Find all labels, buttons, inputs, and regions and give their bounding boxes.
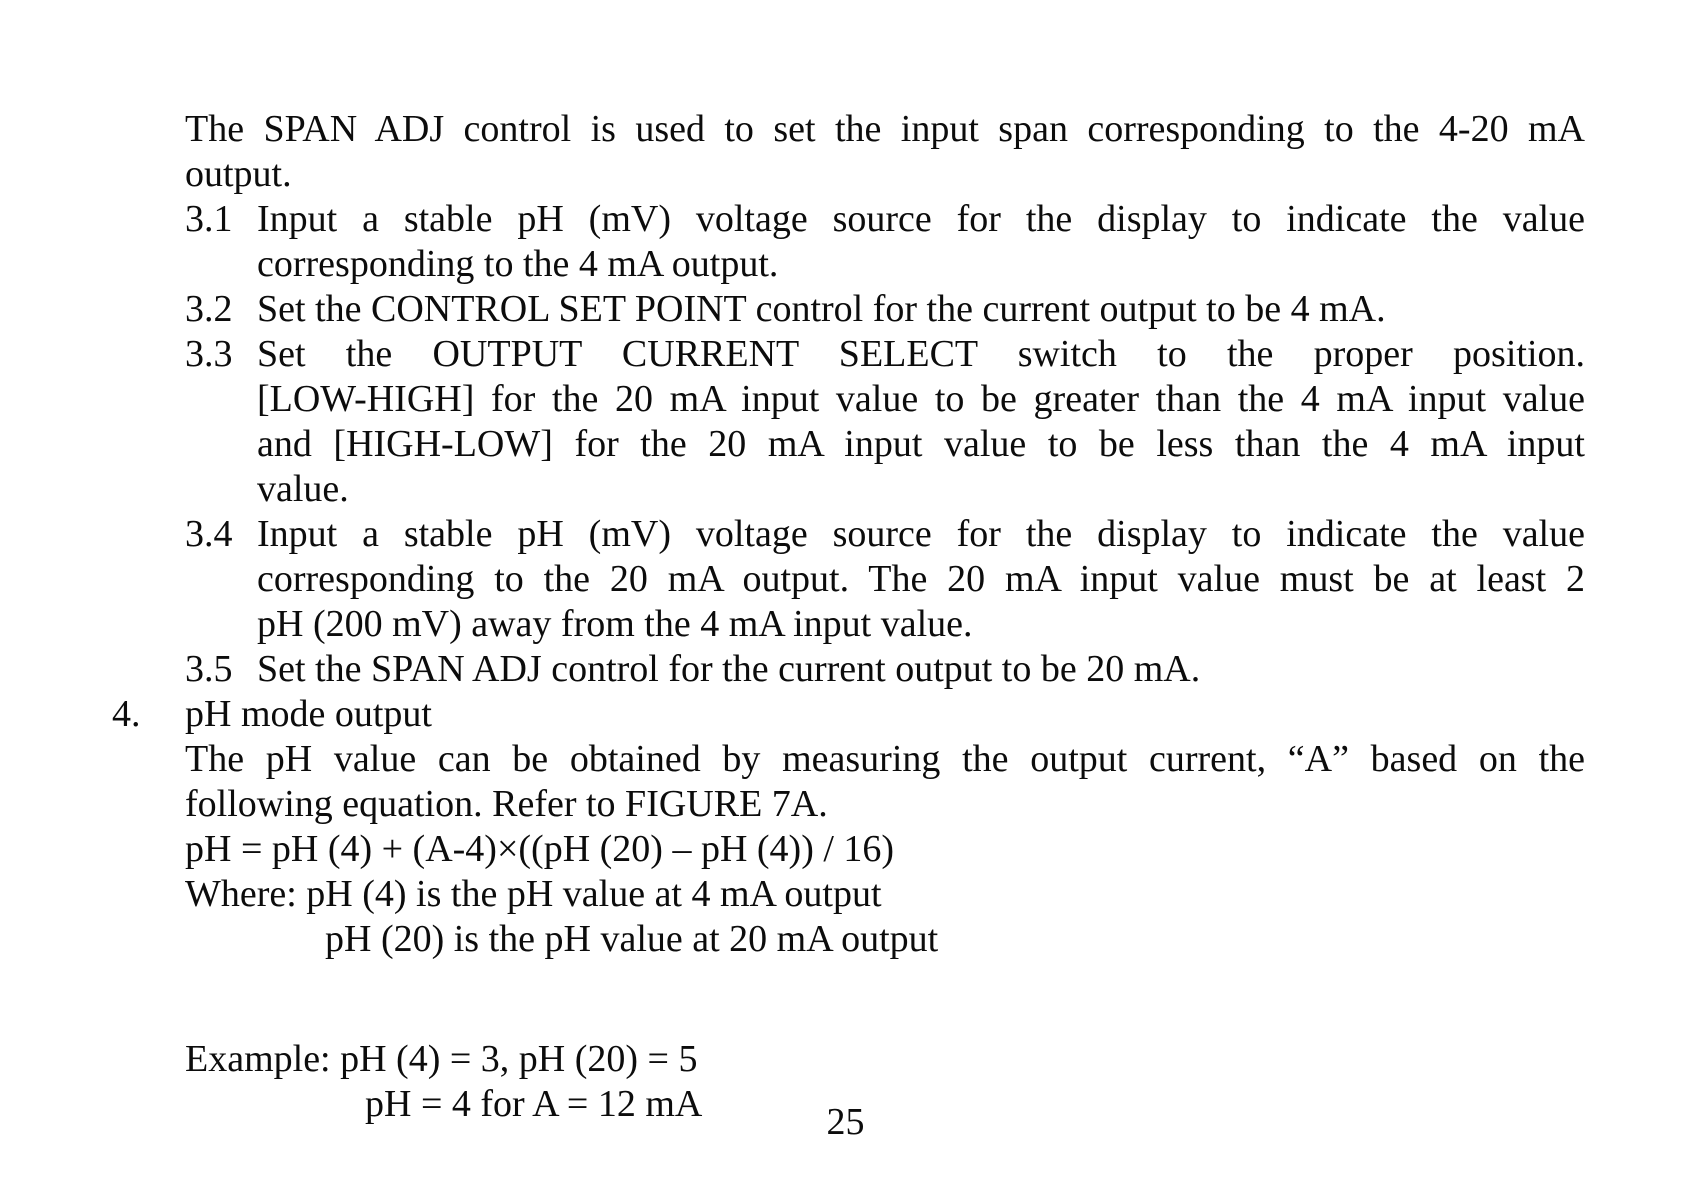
item-text: pH mode output: [185, 693, 432, 735]
item-number: 4.: [112, 693, 141, 735]
body-text: [112, 107, 1585, 1127]
example-line-2: pH = 4 for A = 12 mA: [365, 1083, 703, 1125]
list-item-3-1: [185, 197, 1585, 242]
item-text: Set the CONTROL SET POINT control for the current output to be 4 mA.: [257, 288, 1386, 330]
list-item-3-2: [185, 287, 1585, 332]
where-line-2: pH (20) is the pH value at 20 mA output: [325, 918, 939, 960]
list-item-3-4-cont: corresponding to the 20 mA output. The 20 mA input value must be at least 2: [257, 558, 1585, 600]
list-item-3-3-cont: value.: [257, 468, 349, 510]
item-text: Set the OUTPUT CURRENT SELECT switch to the proper position.: [257, 333, 1585, 375]
item-number: 3.1: [185, 198, 233, 240]
list-item-3-4: [185, 512, 1585, 557]
list-item-3-5: [185, 647, 1585, 692]
ph-mode-line-2: following equation. Refer to FIGURE 7A.: [185, 783, 828, 825]
item-text: Input a stable pH (mV) voltage source for the display to indicate the value: [257, 198, 1585, 240]
item-text: Set the SPAN ADJ control for the current output to be 20 mA.: [257, 648, 1201, 690]
list-item-3-3: [185, 332, 1585, 377]
list-item-4: [112, 692, 1585, 737]
item-text: Input a stable pH (mV) voltage source for the display to indicate the value: [257, 513, 1585, 555]
where-line-1: Where: pH (4) is the pH value at 4 mA output: [185, 873, 882, 915]
item-number: 3.4: [185, 513, 233, 555]
intro-line-1: The SPAN ADJ control is used to set the input span corresponding to the 4-20 mA: [185, 108, 1585, 150]
list-item-3-3-cont: [LOW-HIGH] for the 20 mA input value to be greater than the 4 mA input value: [257, 378, 1585, 420]
item-number: 3.3: [185, 333, 233, 375]
item-number: 3.2: [185, 288, 233, 330]
page-number: 25: [826, 1101, 865, 1143]
ph-mode-line-1: The pH value can be obtained by measuring the output current, “A” based on the: [185, 738, 1585, 780]
list-item-3-3-cont: and [HIGH-LOW] for the 20 mA input value to be less than the 4 mA input: [257, 423, 1585, 465]
item-number: 3.5: [185, 648, 233, 690]
list-item-3-1-cont: corresponding to the 4 mA output.: [257, 243, 779, 285]
list-item-3-4-cont: pH (200 mV) away from the 4 mA input value.: [257, 603, 973, 645]
blank-gap: [185, 962, 1585, 1037]
equation-line: pH = pH (4) + (A-4)×((pH (20) – pH (4)) / 16): [185, 828, 895, 870]
example-line-1: Example: pH (4) = 3, pH (20) = 5: [185, 1038, 698, 1080]
intro-line-2: output.: [185, 153, 292, 195]
